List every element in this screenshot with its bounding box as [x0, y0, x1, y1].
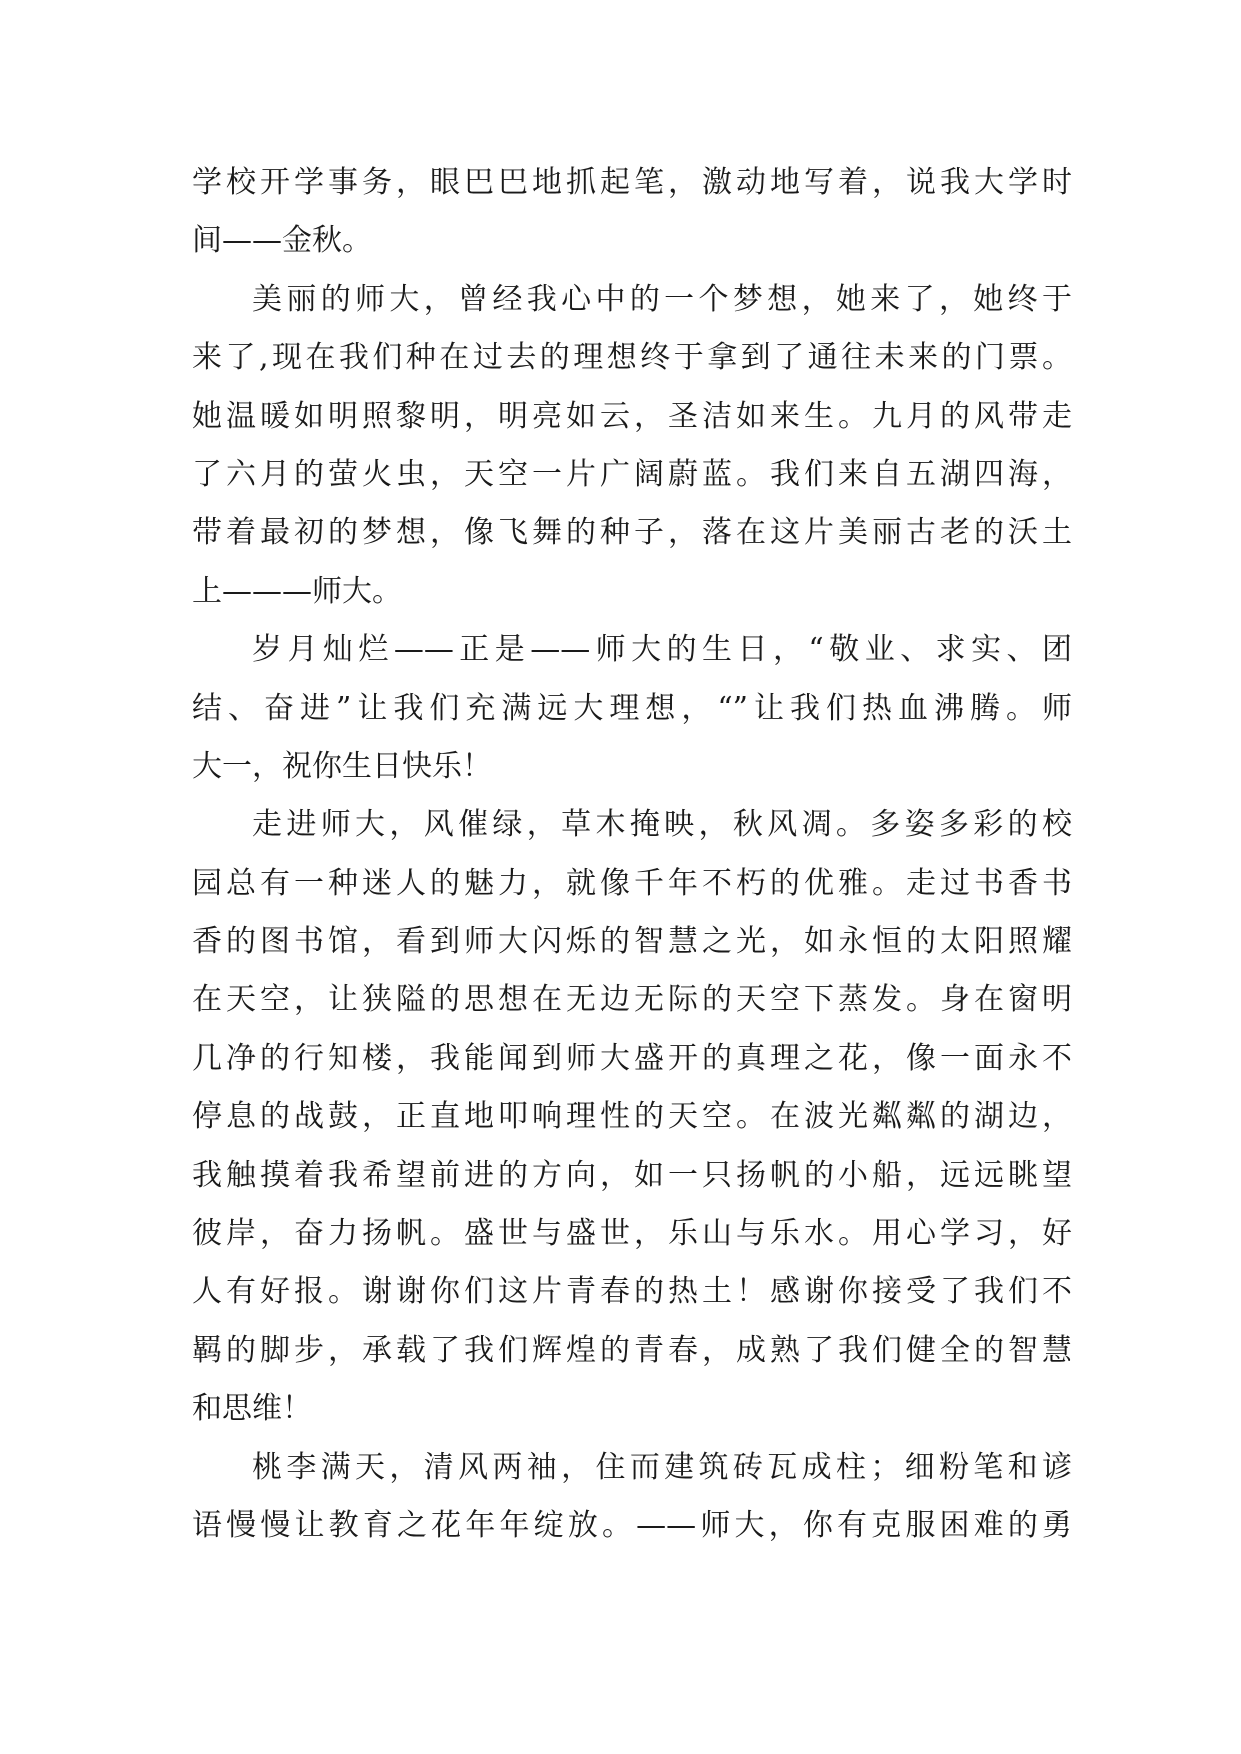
- text-line: 学校开学事务，眼巴巴地抓起笔，激动地写着，说我大学时: [192, 165, 1072, 200]
- text-line: 羁的脚步，承载了我们辉煌的青春，成熟了我们健全的智慧: [192, 1332, 1072, 1368]
- text-line: 人有好报。谢谢你们这片青春的热土！感谢你接受了我们不: [192, 1274, 1072, 1310]
- paragraph-3: [192, 621, 1072, 796]
- text-line: 语慢慢让教育之花年年绽放。——师大，你有克服困难的勇: [192, 1507, 1072, 1543]
- paragraph-1: [192, 154, 1072, 271]
- text-line: 带着最初的梦想，像飞舞的种子，落在这片美丽古老的沃土: [192, 515, 1072, 551]
- text-line: 彼岸，奋力扬帆。盛世与盛世，乐山与乐水。用心学习，好: [192, 1216, 1072, 1252]
- text-line: 岁月灿烂——正是——师大的生日，“敬业、求实、团: [252, 632, 1072, 668]
- paragraph-5: [192, 1439, 1072, 1556]
- text-line: 香的图书馆，看到师大闪烁的智慧之光，如永恒的太阳照耀: [192, 924, 1072, 960]
- text-line: 在天空，让狭隘的思想在无边无际的天空下蒸发。身在窗明: [192, 982, 1072, 1018]
- paragraph-4: [192, 796, 1072, 1438]
- text-line: 几净的行知楼，我能闻到师大盛开的真理之花，像一面永不: [192, 1040, 1072, 1076]
- text-line: 和思维！: [192, 1391, 312, 1427]
- text-line: 了六月的萤火虫，天空一片广阔蔚蓝。我们来自五湖四海，: [192, 456, 1072, 492]
- text-line: 我触摸着我希望前进的方向，如一只扬帆的小船，远远眺望: [192, 1157, 1072, 1193]
- body-text: [192, 154, 1072, 1555]
- text-line: 大一，祝你生日快乐！: [192, 748, 492, 784]
- text-line: 来了,现在我们种在过去的理想终于拿到了通往未来的门票。: [192, 340, 1072, 376]
- text-line: 间——金秋。: [192, 223, 372, 259]
- text-line: 园总有一种迷人的魅力，就像千年不朽的优雅。走过书香书: [192, 865, 1072, 901]
- text-line: 上———师大。: [192, 573, 402, 609]
- text-line: 走进师大，风催绿，草木掩映，秋风凋。多姿多彩的校: [252, 807, 1072, 843]
- text-line: 桃李满天，清风两袖，住而建筑砖瓦成柱；细粉笔和谚: [252, 1449, 1072, 1485]
- text-line: 停息的战鼓，正直地叩响理性的天空。在波光粼粼的湖边，: [192, 1099, 1072, 1135]
- text-line: 美丽的师大，曾经我心中的一个梦想，她来了，她终于: [252, 281, 1072, 317]
- text-line: 结、奋进”让我们充满远大理想，“”让我们热血沸腾。师: [192, 690, 1072, 726]
- text-line: 她温暖如明照黎明，明亮如云，圣洁如来生。九月的风带走: [192, 398, 1072, 434]
- paragraph-2: [192, 271, 1072, 621]
